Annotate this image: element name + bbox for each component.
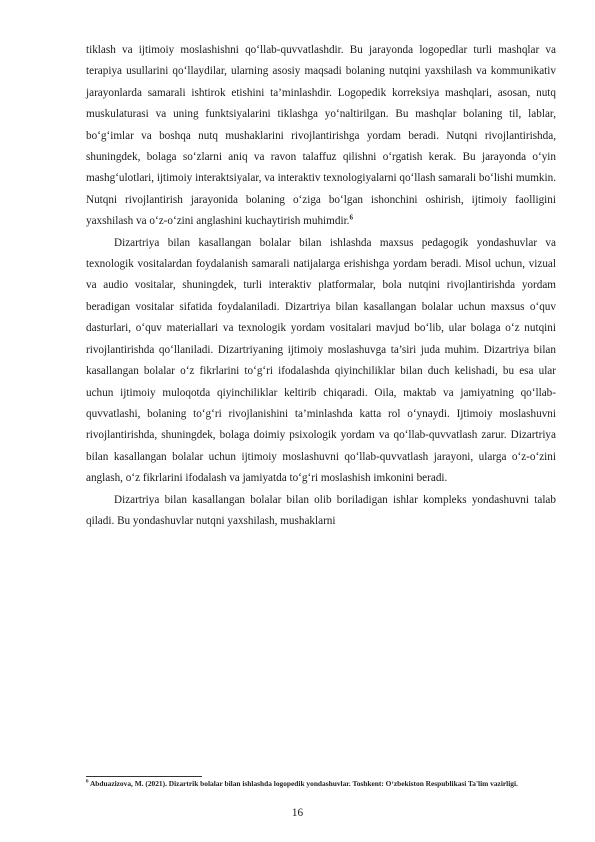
- page-number: 16: [291, 807, 304, 819]
- paragraph-1-text: tiklash va ijtimoiy moslashishni qo‘llab-quvvatlashdir. Bu jarayonda logopedlar turli mashqlar va terapiya usullarini qo‘llaydilar, ularning asosiy maqsadi bolaning nutqini yaxshilash va kommunikativ jarayonlarda samarali ishtirok etishini ta’minlashdir. Logopedik korreksiya mashqlari, asosan, nutq muskulaturasi va uning funktsiyalarini tiklashga yo‘naltirilgan. Bu mashqlar bolaning til, lablar, bo‘g‘imlar va boshqa nutq mushaklarini rivojlantirishga yordam beradi. Nutqni rivojlantirishda, shuningdek, bolaga so‘zlarni aniq va ravon talaffuz qilishni o‘rgatish kerak. Bu jarayonda o‘yin mashg‘ulotlari, ijtimoiy interaktsiyalar, va interaktiv texnologiyalarni qo‘llash samarali bo‘lishi mumkin. Nutqni rivojlantirish jarayonida bolaning o‘ziga bo‘lgan ishonchini oshirish, ijtimoiy faolligini yaxshilash va o‘z-o‘zini anglashini kuchaytirish muhimdir.: [86, 44, 556, 228]
- paragraph-1: [86, 40, 556, 233]
- footnote: [86, 779, 556, 789]
- footnote-separator: [86, 776, 202, 777]
- footnote-text: Abduazizova, M. (2021). Dizartrik bolalar bilan ishlashda logopedik yondashuvlar. Toshkent: O‘zbekiston Respublikasi Ta'lim vazirligi.: [89, 779, 518, 788]
- main-text: [86, 40, 556, 532]
- footnote-number: 6: [86, 779, 89, 785]
- footnote-reference[interactable]: 6: [349, 213, 353, 222]
- paragraph-3: Dizartriya bilan kasallangan bolalar bilan olib boriladigan ishlar kompleks yondashuvni talab qiladi. Bu yondashuvlar nutqni yaxshilash, mushaklarni: [86, 493, 556, 527]
- paragraph-2: Dizartriya bilan kasallangan bolalar bilan ishlashda maxsus pedagogik yondashuvlar va texnologik vositalardan foydalanish samarali natijalarga erishishga yordam beradi. Misol uchun, vizual va audio vositalar, shuningdek, turli interaktiv platformalar, bola nutqini rivojlantirishda yordam beradigan vositalar sifatida foydalaniladi. Dizartriya bilan kasallangan bolalar uchun maxsus o‘quv dasturlari, o‘quv materiallari va texnologik yordam vositalari mavjud bo‘lib, ular bolaga o‘z nutqini rivojlantirishda qo‘llaniladi. Dizartriyaning ijtimoiy moslashuvga ta’siri juda muhim. Dizartriya bilan kasallangan bolalar o‘z fikrlarini to‘g‘ri ifodalashda qiyinchiliklar bilan duch kelishadi, bu esa ular uchun ijtimoiy muloqotda qiyinchiliklar keltirib chiqaradi. Oila, maktab va jamiyatning qo‘llab-quvvatlashi, bolaning to‘g‘ri rivojlanishini ta’minlashda katta rol o‘ynaydi. Ijtimoiy moslashuvni rivojlantirishda, shuningdek, bolaga doimiy psixologik yordam va qo‘llab-quvvatlash zarur. Dizartriya bilan kasallangan bolalar uchun ijtimoiy moslashuvni qo‘llab-quvvatlash jarayoni, ularga o‘z-o‘zini anglash, o‘z fikrlarini ifodalash va jamiyatda to‘g‘ri moslashish imkonini beradi.: [86, 236, 556, 485]
